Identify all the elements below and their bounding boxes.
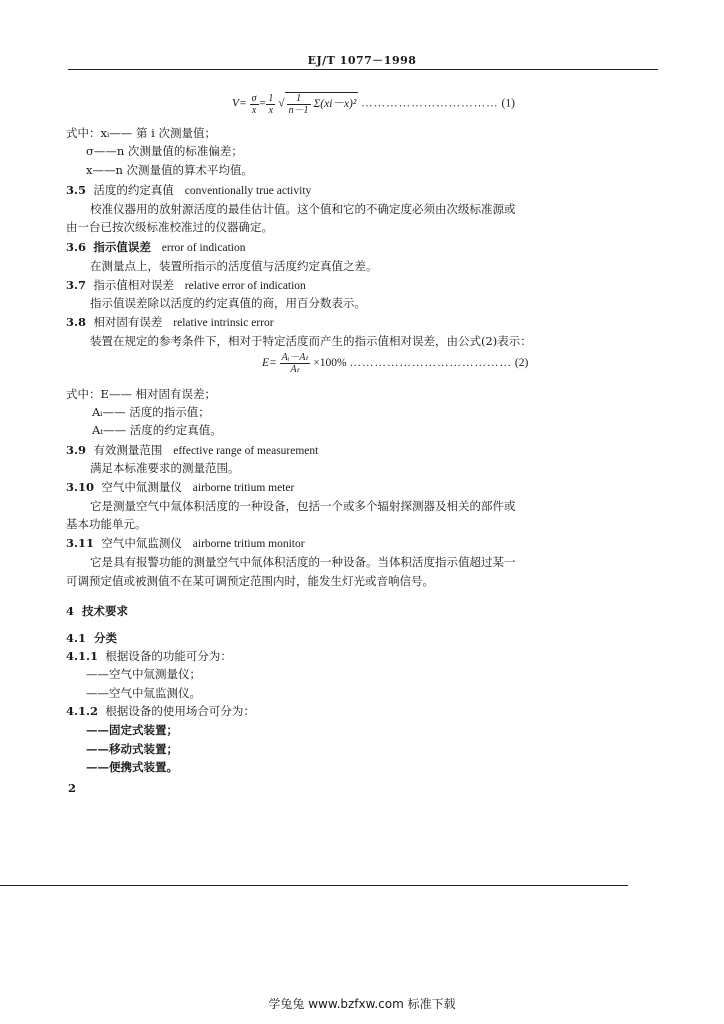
section-3-8-heading: 3.8 相对固有误差 relative intrinsic error [66, 315, 274, 329]
section-3-7-heading: 3.7 指示值相对误差 relative error of indication [66, 278, 306, 292]
section-3-5-body1: 校准仪器用的放射源活度的最佳估计值。这个值和它的不确定度必须由次级标准源或 [90, 202, 516, 216]
list-item: ——固定式装置； [86, 723, 178, 737]
section-3-8-body: 装置在规定的参考条件下，相对于特定活度而产生的指示值相对误差，由公式(2)表示： [90, 334, 532, 348]
list-item: ——移动式装置； [86, 742, 178, 756]
bottom-rule [0, 885, 628, 886]
section-3-6-heading: 3.6 指示值误差 error of indication [66, 240, 246, 254]
page-number: 2 [68, 781, 77, 795]
formula-2: E= $\frac{\text{Aᵢ－Aₜ}}{\text{Aₜ}}$ ×100% ………………………………… (2) [262, 352, 529, 375]
section-4-heading: 4 技术要求 [66, 604, 129, 618]
section-3-11-body1: 它是具有报警功能的测量空气中氚体积活度的一种设备。当体积活度指示值超过某一 [90, 555, 516, 569]
where1-line1: 式中：xᵢ—— 第 i 次测量值； [66, 126, 216, 140]
header-rule [68, 69, 658, 70]
section-3-11-heading: 3.11 空气中氚监测仪 airborne tritium monitor [66, 536, 305, 550]
where1-line3: x——n 次测量值的算术平均值。 [86, 163, 254, 177]
section-3-9-body: 满足本标准要求的测量范围。 [90, 461, 240, 475]
section-4-1-1-heading: 4.1.1 根据设备的功能可分为： [66, 649, 232, 663]
where2-line1: 式中：E—— 相对固有误差； [66, 387, 217, 401]
section-4-1-2-heading: 4.1.2 根据设备的使用场合可分为： [66, 704, 255, 718]
section-3-10-body1: 它是测量空气中氚体积活度的一种设备，包括一个或多个辐射探测器及相关的部件或 [90, 499, 516, 513]
where2-line3: Aₜ—— 活度的约定真值。 [92, 423, 222, 437]
formula-1: V= $\frac{\sigma}{x}$ = $\frac{1}{x}$ √ $\frac{1}{n-1}$ Σ(xi－x)² …………………………… (1) [232, 92, 515, 116]
section-3-5-body2: 由一台已按次级标准校准过的仪器确定。 [66, 220, 273, 234]
section-3-10-body2: 基本功能单元。 [66, 517, 147, 531]
list-item: ——便携式装置。 [86, 760, 178, 774]
section-3-7-body: 指示值误差除以活度的约定真值的商，用百分数表示。 [90, 296, 366, 310]
section-3-9-heading: 3.9 有效测量范围 effective range of measurement [66, 443, 319, 457]
list-item: ——空气中氚监测仪。 [86, 686, 201, 700]
footer-watermark: 学兔兔 www.bzfxw.com 标准下载 [268, 997, 456, 1011]
section-3-11-body2: 可调预定值或被测值不在某可调预定范围内时，能发生灯光或音响信号。 [66, 574, 434, 588]
document-code: EJ/T 1077－1998 [307, 54, 417, 67]
section-3-6-body: 在测量点上，装置所指示的活度值与活度约定真值之差。 [90, 259, 378, 273]
section-3-10-heading: 3.10 空气中氚测量仪 airborne tritium meter [66, 480, 295, 494]
where1-line2: σ——n 次测量值的标准偏差； [86, 144, 243, 158]
section-4-1-heading: 4.1 分类 [66, 631, 118, 645]
where2-line2: Aᵢ—— 活度的指示值； [92, 405, 210, 419]
section-3-5-heading: 3.5 活度的约定真值 conventionally true activity [66, 183, 312, 197]
list-item: ——空气中氚测量仪； [86, 667, 201, 681]
